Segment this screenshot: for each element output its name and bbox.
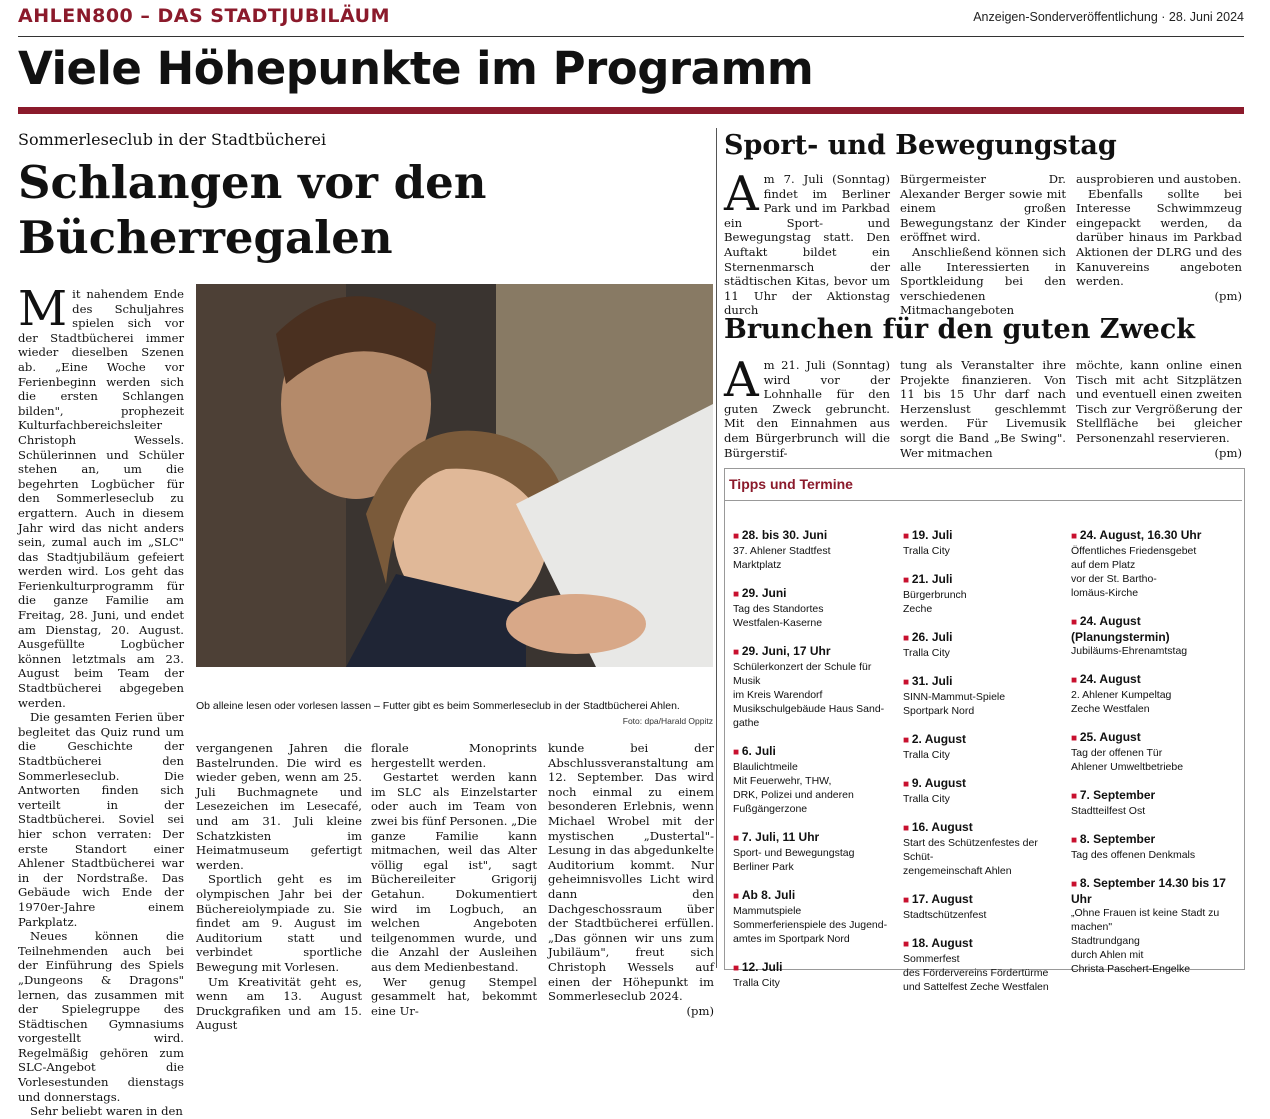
article-title: Schlangen vor den Bücherregalen	[18, 156, 487, 264]
event-text: Tralla City	[903, 545, 950, 557]
event-text: Tag der offenen Tür	[1071, 747, 1163, 759]
author-tag: (pm)	[1214, 288, 1242, 303]
event-text: Tralla City	[733, 977, 780, 989]
event-text: Blaulichtmeile	[733, 761, 798, 773]
article-column-2	[196, 741, 362, 1033]
event-date: ■ 2. August	[903, 732, 1071, 748]
brunch-column-2	[900, 358, 1066, 458]
sport-title: Sport- und Bewegungstag	[724, 130, 1117, 161]
event-text: lomäus-Kirche	[1071, 587, 1139, 599]
event-date: ■ 25. August	[1071, 730, 1241, 746]
event-text: und Sattelfest Zeche Westfalen	[903, 981, 1049, 993]
paragraph: Anschließend können sich alle Interessierten in Sportkleidung bei den verschiedenen Mitmachangeboten	[900, 244, 1066, 318]
event-text: auf dem Platz	[1071, 559, 1136, 571]
paragraph: kunde bei der Abschlussveranstaltung am 12. September. Das wird noch einmal zu einem besonderen Erlebnis, wenn Michael Wrobel mit der mystischen „Dustertal"-Lesung in das abgedunkelte Auditorium kommt. Nur geheimnisvolles Licht wird dann den Dachgeschossraum über der Stadtbücherei erfüllen. „Das gönnen wir uns zum Jubiläum", freut sich Christoph Wessels auf einen der Höhepunkt im Sommerleseclub 2024.	[548, 741, 714, 1004]
event-text: Mit Feuerwehr, THW,	[733, 775, 832, 787]
event-text: Stadtteilfest Ost	[1071, 805, 1146, 817]
event-date: ■ 24. August, 16.30 Uhr	[1071, 528, 1241, 544]
column-rule	[716, 128, 717, 968]
paragraph: tung als Veranstalter ihre Projekte finanzieren. Von 11 bis 15 Uhr darf nach Herzenslust geschlemmt werden. Für Livemusik sorgt die Band „Be Swing". Wer mitmachen	[900, 358, 1066, 460]
event-item	[903, 528, 1071, 558]
paragraph: Bürgermeister Dr. Alexander Berger sowie mit einem großen Bewegungstanz der Kinder eröffnet wird.	[900, 172, 1066, 245]
brunch-title: Brunchen für den guten Zweck	[724, 314, 1196, 345]
event-text: SINN-Mammut-Spiele	[903, 691, 1006, 703]
author-tag: (pm)	[686, 1003, 714, 1018]
paragraph: florale Monoprints hergestellt werden.	[371, 741, 537, 770]
paragraph: möchte, kann online einen Tisch mit acht Sitzplätzen und eventuell einen zweiten Tisch zur Vergrößerung der Stellfläche bei gleicher Personenzahl reservieren.	[1076, 358, 1242, 445]
event-date: ■ 29. Juni, 17 Uhr	[733, 644, 893, 660]
event-item	[903, 572, 1071, 616]
event-item	[903, 674, 1071, 718]
section-kicker: AHLEN800 – DAS STADTJUBILÄUM	[18, 5, 390, 27]
paragraph: Neues können die Teilnehmenden auch bei der Einführung des Spiels „Dungeons & Dragons" lernen, das zusammen mit der Spielegruppe des Städtischen Gymnasiums vorgestellt wird. Regelmäßig gehören zum SLC-Angebot die Vorlesestunden dienstags und donnerstags.	[18, 929, 184, 1104]
event-item	[903, 892, 1071, 922]
event-item	[1071, 832, 1241, 862]
event-text: des Fördervereins Fördertürme	[903, 967, 1049, 979]
article-column-1	[18, 281, 184, 1119]
event-item	[903, 820, 1071, 878]
event-text: Westfalen-Kaserne	[733, 617, 823, 629]
event-text: 37. Ahlener Stadtfest	[733, 545, 831, 557]
events-column-2	[903, 528, 1071, 1008]
paragraph: Ebenfalls sollte bei Interesse Schwimmzeug eingepackt werden, da darüber hinaus im Parkbad Aktionen der DLRG und des Kanuvereins angeboten werden.	[1076, 186, 1242, 289]
article-photo	[196, 284, 713, 667]
event-text: Start des Schützenfestes der Schüt-	[903, 837, 1038, 863]
sport-column-1	[724, 166, 890, 318]
event-item	[1071, 672, 1241, 716]
event-date: ■ 8. September	[1071, 832, 1241, 848]
paragraph: Sportlich geht es im olympischen Jahr bei der Büchereiolympiade zu. Sie findet am 9. August im Auditorium statt und verbindet sportliche Bewegung mit Vorlesen.	[196, 872, 362, 974]
event-date: ■ 6. Juli	[733, 744, 893, 760]
event-date: ■ 7. Juli, 11 Uhr	[733, 830, 893, 846]
event-text: Tag des Standortes	[733, 603, 824, 615]
paragraph: Gestartet werden kann im SLC als Einzelstarter oder auch im Team von zwei bis fünf Personen. „Die ganze Familie kann mitmachen, weil das Alter völlig egal ist", sagt Büchereileiter Grigorij Getahun. Dokumentiert wird im Logbuch, an welchen Angeboten teilgenommen wurde, und die Anzahl der Ausleihen aus dem Medienbestand.	[371, 770, 537, 974]
photo-caption: Ob alleine lesen oder vorlesen lassen – Futter gibt es beim Sommerleseclub in der Stadtbücherei Ahlen.	[196, 700, 680, 712]
paragraph: it nahendem Ende des Schuljahres spielen sich vor der Stadtbücherei immer wieder dieselben Szenen ab. „Eine Woche vor Ferienbeginn werden sich die ersten Schlangen bilden", prophezeit Kulturfachbereichsleiter Christoph Wessels. Schülerinnen und Schüler stehen an, um die begehrten Logbücher für den Sommerleseclub zu ergattern. Auch in diesem Jahr wird das nicht anders sein, zumal auch im „SLC" das Stadtjubiläum gefeiert werden wird. Los geht das Ferienkulturprogramm für die ganze Familie am Freitag, 28. Juni, und endet am Dienstag, 20. August. Ausgefüllte Logbücher können letztmals am 23. August beim Team der Stadtbücherei abgegeben werden.	[18, 287, 184, 710]
event-item	[733, 888, 893, 946]
event-date: ■ 19. Juli	[903, 528, 1071, 544]
event-date: ■ Ab 8. Juli	[733, 888, 893, 904]
event-date: ■ 17. August	[903, 892, 1071, 908]
event-text: Schülerkonzert der Schule für Musik	[733, 661, 872, 687]
event-text: Tralla City	[903, 749, 950, 761]
event-text: Tralla City	[903, 647, 950, 659]
author-tag: (pm)	[1214, 445, 1242, 460]
event-date: ■ 18. August	[903, 936, 1071, 952]
photo-illustration	[196, 284, 713, 667]
drop-cap: A	[724, 352, 759, 408]
event-text: Sommerfest	[903, 953, 960, 965]
drop-cap: A	[724, 166, 759, 222]
event-item	[1071, 788, 1241, 818]
event-item	[733, 586, 893, 630]
event-item	[733, 644, 893, 730]
event-text: Stadtrundgang	[1071, 935, 1140, 947]
article-column-4	[548, 741, 714, 1018]
event-text: Fußgängerzone	[733, 803, 808, 815]
event-item	[1071, 730, 1241, 774]
event-item	[733, 960, 893, 990]
event-text: Zeche	[903, 603, 933, 615]
event-item	[733, 830, 893, 874]
event-text: Tralla City	[903, 793, 950, 805]
event-item	[903, 776, 1071, 806]
paragraph: Die gesamten Ferien über begleitet das Quiz rund um die Geschichte der Stadtbücherei den Sommerleseclub. Die Antworten finden sich verteilt in der Stadtbücherei. Soviel sei hier schon verraten: Der erste Standort einer Ahlener Stadtbücherei war in der Nordstraße. Das Gebäude wich Ende der 1970er-Jahre einem Parkplatz.	[18, 710, 184, 929]
event-text: Bürgerbrunch	[903, 589, 967, 601]
event-text: 2. Ahlener Kumpeltag	[1071, 689, 1172, 701]
event-date: ■ 26. Juli	[903, 630, 1071, 646]
event-text: Sportpark Nord	[903, 705, 975, 717]
sport-column-3	[1076, 172, 1242, 303]
event-date: ■ 7. September	[1071, 788, 1241, 804]
event-item	[1071, 876, 1241, 976]
paragraph: m 21. Juli (Sonntag) wird vor der Lohnhalle für den guten Zweck gebruncht. Mit den Einnahmen aus dem Bürgerbrunch will die Bürgerstif-	[724, 358, 890, 460]
photo-credit: Foto: dpa/Harald Oppitz	[622, 716, 713, 726]
headline-bar	[18, 107, 1244, 114]
event-date: ■ 28. bis 30. Juni	[733, 528, 893, 544]
events-divider	[725, 500, 1242, 501]
paragraph: Um Kreativität geht es, wenn am 13. August Druckgrafiken und am 15. August	[196, 974, 362, 1033]
event-text: DRK, Polizei und anderen	[733, 789, 854, 801]
drop-cap: M	[18, 281, 68, 337]
event-item	[733, 528, 893, 572]
paragraph: Wer genug Stempel gesammelt hat, bekommt eine Ur-	[371, 974, 537, 1018]
event-text: Christa Paschert-Engelke	[1071, 963, 1191, 975]
event-text: amtes im Sportpark Nord	[733, 933, 850, 945]
page-headline: Viele Höhepunkte im Programm	[18, 42, 814, 95]
event-text: Öffentliches Friedensgebet	[1071, 545, 1197, 557]
paragraph: Sehr beliebt waren in den	[30, 1104, 183, 1119]
event-date: ■ 8. September 14.30 bis 17 Uhr	[1071, 876, 1241, 906]
events-column-3	[1071, 528, 1241, 990]
event-text: zengemeinschaft Ahlen	[903, 865, 1012, 877]
event-item	[903, 936, 1071, 994]
sport-column-2	[900, 172, 1066, 318]
event-date: ■ 24. August	[1071, 672, 1241, 688]
event-text: Mammutspiele	[733, 905, 802, 917]
event-item	[903, 732, 1071, 762]
event-date: ■ 31. Juli	[903, 674, 1071, 690]
event-date: ■ 29. Juni	[733, 586, 893, 602]
issue-line: Anzeigen-Sonderveröffentlichung · 28. Juni 2024	[973, 10, 1244, 24]
event-text: Stadtschützenfest	[903, 909, 987, 921]
paragraph: vergangenen Jahren die Bastelrunden. Die wird es wieder geben, wenn am 25. Juli Buchmagnete und Lesezeichen im Lesecafé, und am 31. Juli kleine Schatzkisten im Heimatmuseum gefertigt werden.	[196, 741, 362, 872]
event-text: Tag des offenen Denkmals	[1071, 849, 1196, 861]
article-column-3	[371, 741, 537, 1018]
event-date: ■ 9. August	[903, 776, 1071, 792]
events-title: Tipps und Termine	[729, 476, 853, 492]
event-text: Sport- und Bewegungstag	[733, 847, 855, 859]
paragraph: ausprobieren und austoben.	[1076, 172, 1242, 186]
event-text: Ahlener Umweltbetriebe	[1071, 761, 1184, 773]
brunch-column-1	[724, 352, 890, 460]
event-item	[903, 630, 1071, 660]
event-item	[733, 744, 893, 816]
event-text: Berliner Park	[733, 861, 794, 873]
paragraph: m 7. Juli (Sonntag) findet im Berliner Park und im Parkbad ein Sport- und Bewegungstag statt. Den Auftakt bildet ein Sternenmarsch der städtischen Kitas, bevor um 11 Uhr der Aktionstag durch	[724, 172, 890, 318]
event-text: Marktplatz	[733, 559, 782, 571]
event-date: ■ 21. Juli	[903, 572, 1071, 588]
event-date: ■ 24. August (Planungstermin)	[1071, 614, 1241, 644]
event-text: „Ohne Frauen ist keine Stadt zu	[1071, 907, 1220, 919]
event-text: gathe	[733, 717, 760, 729]
event-text: im Kreis Warendorf	[733, 689, 823, 701]
event-date: ■ 16. August	[903, 820, 1071, 836]
events-column-1	[733, 528, 893, 1004]
event-date: ■ 12. Juli	[733, 960, 893, 976]
event-text: Zeche Westfalen	[1071, 703, 1150, 715]
event-item	[1071, 614, 1241, 658]
event-text: vor der St. Bartho-	[1071, 573, 1157, 585]
event-text: durch Ahlen mit	[1071, 949, 1144, 961]
top-rule	[18, 36, 1244, 37]
event-text: Jubiläums-Ehrenamtstag	[1071, 645, 1188, 657]
article-overline: Sommerleseclub in der Stadtbücherei	[18, 130, 327, 149]
event-text: machen"	[1071, 921, 1113, 933]
event-text: Sommerferienspiele des Jugend-	[733, 919, 888, 931]
event-text: Musikschulgebäude Haus Sand-	[733, 703, 885, 715]
brunch-column-3	[1076, 358, 1242, 458]
event-item	[1071, 528, 1241, 600]
